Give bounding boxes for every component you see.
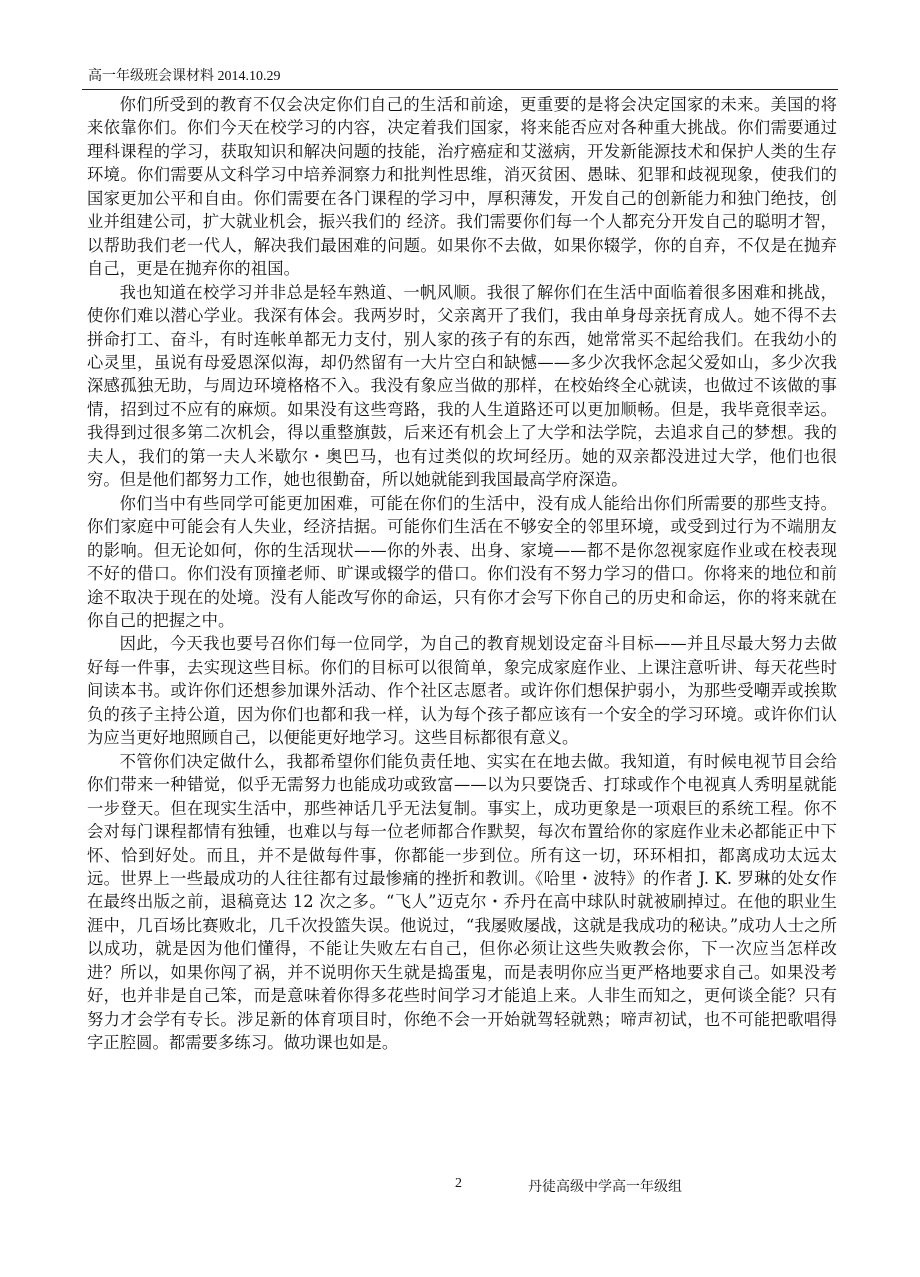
paragraph: 不管你们决定做什么，我都希望你们能负责任地、实实在在地去做。我知道，有时候电视节目会给你们带来一种错觉，似乎无需努力也能成功或致富——以为只要饶舌、打球或作个电视真人秀明星就能一步登天。但在现实生活中，那些神话几乎无法复制。事实上，成功更象是一项艰巨的系统工程。你不会对每门课程都情有独锺，也难以与每一位老师都合作默契，每次布置给你的家庭作业未必都能正中下怀、恰到好处。而且，并不是做每件事，你都能一步到位。所有这一切，环环相扣，都离成功太远太远。世界上一些最成功的人往往都有过最惨痛的挫折和教训。《哈里・波特》的作者 J. K. 罗琳的处女作在最终出版之前，退稿竟达 12 次之多。“飞人”迈克尔・乔丹在高中球队时就被刷掉过。在他的职业生涯中，几百场比赛败北，几千次投篮失误。他说过，“我屡败屡战，这就是我成功的秘诀。”成功人士之所以成功，就是因为他们懂得，不能让失败左右自己，但你必须让这些失败教会你，下一次应当怎样改进？所以，如果你闯了祸，并不说明你天生就是捣蛋鬼，而是表明你应当更严格地要求自己。如果没考好，也并非是自己笨，而是意味着你得多花些时间学习才能追上来。人非生而知之，更何谈全能？只有努力才会学有专长。涉足新的体育项目时，你绝不会一开始就驾轻就熟；啼声初试，也不可能把歌唱得字正腔圆。都需要多练习。做功课也如是。 <box>87 751 837 1053</box>
document-body <box>87 93 837 1055</box>
page-number: 2 <box>455 1176 462 1191</box>
header-divider <box>82 89 838 90</box>
page-header: 高一年级班会课材料 2014.10.29 <box>88 69 281 84</box>
paragraph: 我也知道在校学习并非总是轻车熟道、一帆风顺。我很了解你们在生活中面临着很多困难和挑战，使你们难以潜心学业。我深有体会。我两岁时，父亲离开了我们，我由单身母亲抚育成人。她不得不去拼命打工、奋斗，有时连帐单都无力支付，别人家的孩子有的东西，她常常买不起给我们。在我幼小的心灵里，虽说有母爱恩深似海，却仍然留有一大片空白和缺憾——多少次我怀念起父爱如山，多少次我深感孤独无助，与周边环境格格不入。我没有象应当做的那样，在校始终全心就读，也做过不该做的事情，招到过不应有的麻烦。如果没有这些弯路，我的人生道路还可以更加顺畅。但是，我毕竟很幸运。我得到过很多第二次机会，得以重整旗鼓，后来还有机会上了大学和法学院，去追求自己的梦想。我的夫人，我们的第一夫人米歇尔・奥巴马，也有过类似的坎坷经历。她的双亲都没进过大学，他们也很穷。但是他们都努力工作，她也很勤奋，所以她就能到我国最高学府深造。 <box>87 282 837 490</box>
paragraph: 你们所受到的教育不仅会决定你们自己的生活和前途，更重要的是将会决定国家的未来。美国的将来依靠你们。你们今天在校学习的内容，决定着我们国家，将来能否应对各种重大挑战。你们需要通过理科课程的学习，获取知识和解决问题的技能，治疗癌症和艾滋病，开发新能源技术和保护人类的生存环境。你们需要从文科学习中培养洞察力和批判性思维，消灭贫困、愚昧、犯罪和歧视现象，使我们的国家更加公平和自由。你们需要在各门课程的学习中，厚积薄发，开发自己的创新能力和独门绝技，创业并组建公司，扩大就业机会，振兴我们的 经济。我们需要你们每一个人都充分开发自己的聪明才智，以帮助我们老一代人，解决我们最困难的问题。如果你不去做，如果你辍学，你的自弃，不仅是在抛弃自己，更是在抛弃你的祖国。 <box>87 95 837 279</box>
paragraph: 因此，今天我也要号召你们每一位同学，为自己的教育规划设定奋斗目标——并且尽最大努力去做好每一件事，去实现这些目标。你们的目标可以很简单，象完成家庭作业、上课注意听讲、每天花些时间读本书。或许你们还想参加课外活动、作个社区志愿者。或许你们想保护弱小，为那些受嘲弄或挨欺负的孩子主持公道，因为你们也都和我一样，认为每个孩子都应该有一个安全的学习环境。或许你们认为应当更好地照顾自己，以便能更好地学习。这些目标都很有意义。 <box>87 634 837 748</box>
paragraph: 你们当中有些同学可能更加困难，可能在你们的生活中，没有成人能给出你们所需要的那些支持。你们家庭中可能会有人失业，经济拮据。可能你们生活在不够安全的邻里环境，或受到过行为不端朋友的影响。但无论如何，你的生活现状——你的外表、出身、家境——都不是你忽视家庭作业或在校表现不好的借口。你们没有顶撞老师、旷课或辍学的借口。你们没有不努力学习的借口。你将来的地位和前途不取决于现在的处境。没有人能改写你的命运，只有你才会写下你自己的历史和命运，你的将来就在你自己的把握之中。 <box>87 493 837 630</box>
footer-organization: 丹徒高级中学高一年级组 <box>528 1179 682 1195</box>
